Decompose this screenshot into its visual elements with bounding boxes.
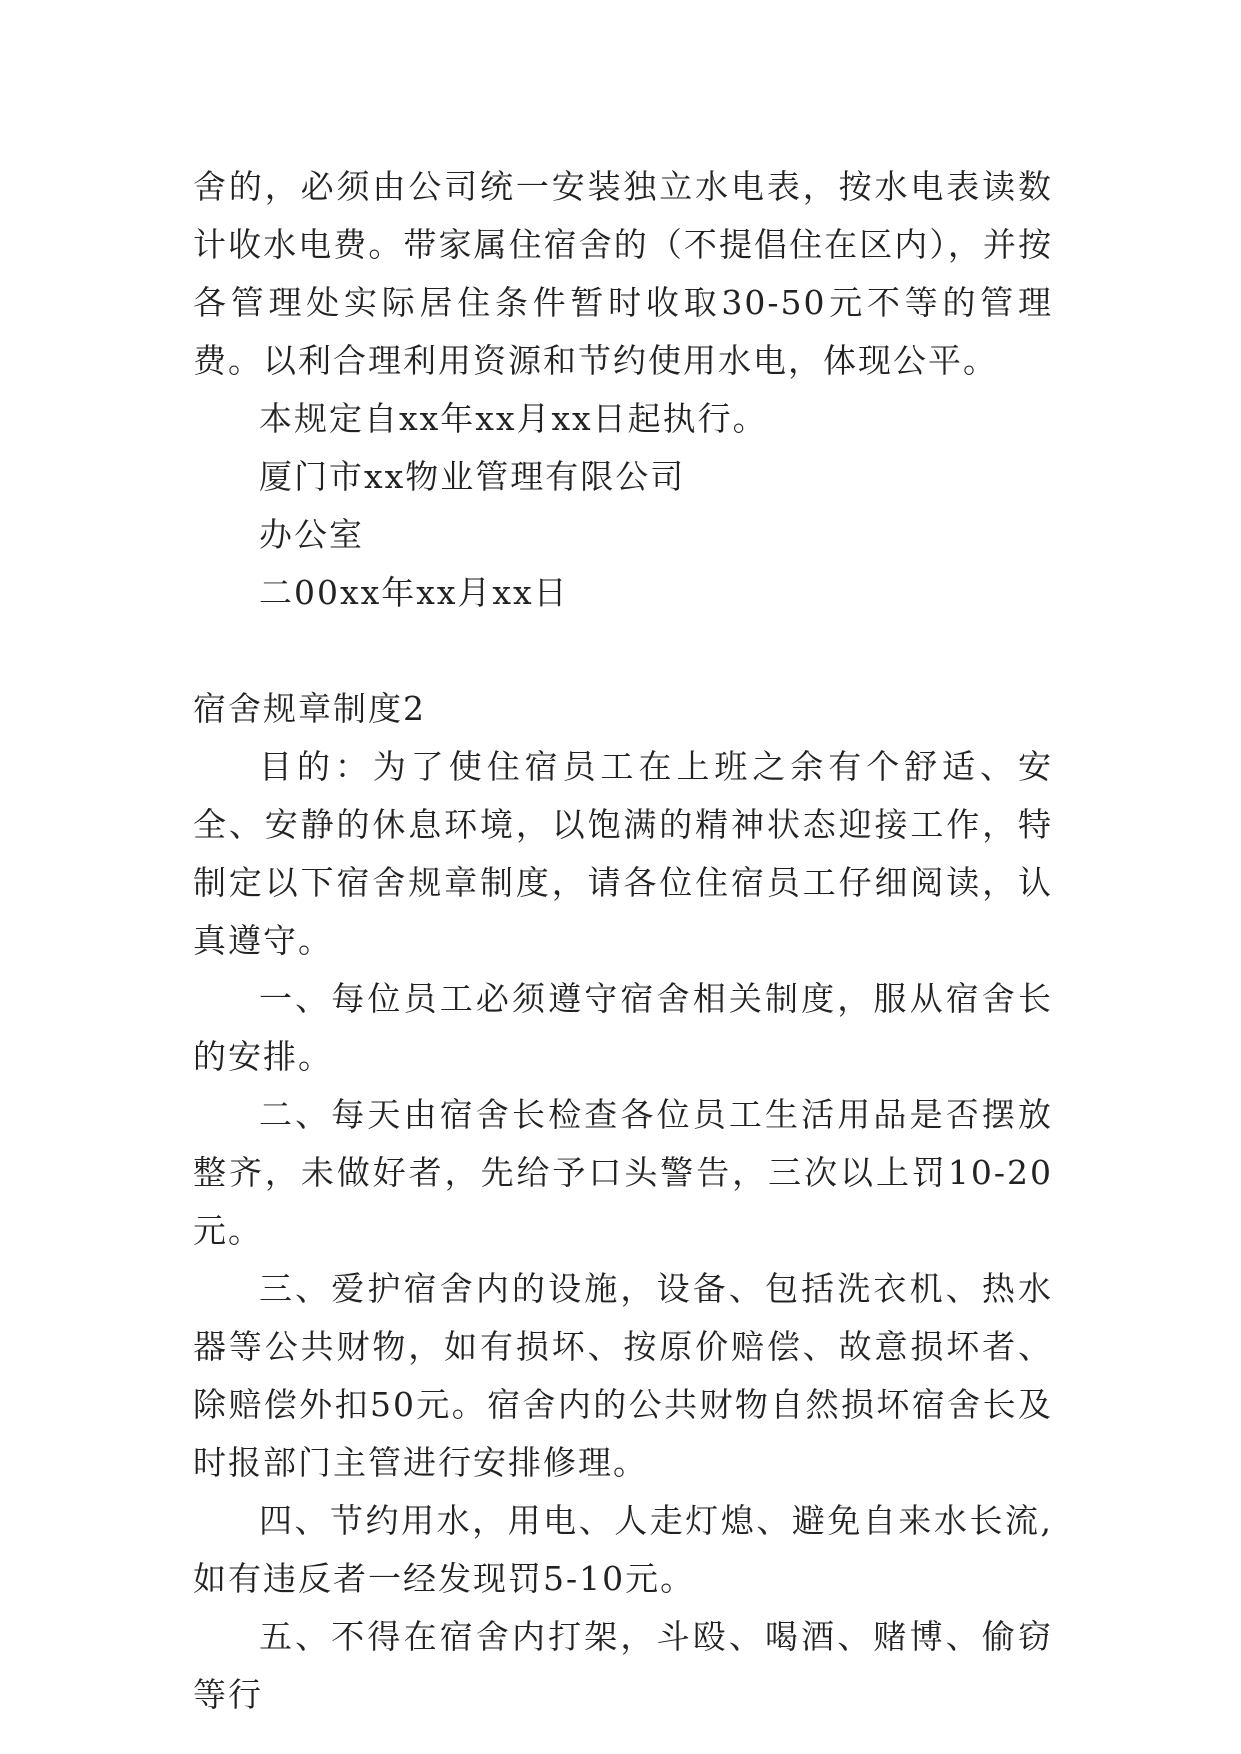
document-body [193,158,1053,1724]
rule-paragraph-3: 三、爱护宿舍内的设施，设备、包括洗衣机、热水器等公共财物，如有损坏、按原价赔偿、故意损坏者、除赔偿外扣50元。宿舍内的公共财物自然损坏宿舍长及时报部门主管进行安排修理。 [193,1269,1053,1482]
purpose-paragraph: 目的：为了使住宿员工在上班之余有个舒适、安全、安静的休息环境，以饱满的精神状态迎接工作，特制定以下宿舍规章制度，请各位住宿员工仔细阅读，认真遵守。 [193,747,1053,960]
effective-date-line: 本规定自xx年xx月xx日起执行。 [259,399,768,438]
company-name: 厦门市xx物业管理有限公司 [259,457,686,496]
issue-date: 二00xx年xx月xx日 [259,573,569,612]
rule-paragraph-4: 四、节约用水，用电、人走灯熄、避免自来水长流,如有违反者一经发现罚5-10元。 [193,1501,1053,1598]
rule-paragraph-5: 五、不得在宿舍内打架，斗殴、喝酒、赌博、偷窃等行 [193,1617,1053,1714]
section-spacer [193,622,1053,680]
rule-paragraph-2: 二、每天由宿舍长检查各位员工生活用品是否摆放整齐，未做好者，先给予口头警告，三次以上罚10-20元。 [193,1095,1053,1250]
department-name: 办公室 [259,515,364,554]
continuation-paragraph: 舍的，必须由公司统一安装独立水电表，按水电表读数计收水电费。带家属住宿舍的（不提倡住在区内），并按各管理处实际居住条件暂时收取30-50元不等的管理费。以利合理利用资源和节约使用水电，体现公平。 [193,167,1053,380]
rule-paragraph-1: 一、每位员工必须遵守宿舍相关制度，服从宿舍长的安排。 [193,979,1053,1076]
section-title: 宿舍规章制度2 [193,689,426,728]
